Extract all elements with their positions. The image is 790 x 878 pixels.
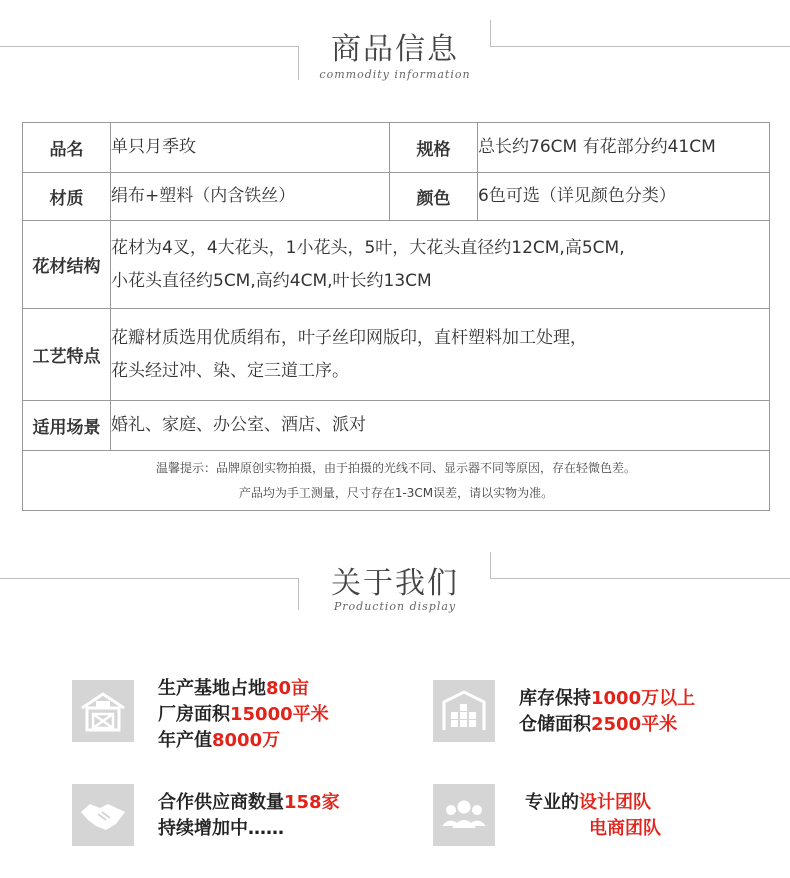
table-row (23, 451, 770, 511)
label-craft: 工艺特点 (23, 309, 111, 401)
team-text (525, 790, 661, 842)
value-material: 绢布+塑料（内含铁丝） (111, 173, 390, 221)
factory-value-1: 80亩 (266, 678, 310, 699)
tip-note (23, 451, 770, 511)
label-material: 材质 (23, 173, 111, 221)
section-title: 关于我们 (331, 566, 459, 601)
factory-line-1 (158, 676, 329, 702)
header-line-right (490, 578, 790, 579)
header-line-left-drop (298, 578, 299, 610)
structure-line-2: 小花头直径约5CM,高约4CM,叶长约13CM (111, 270, 432, 291)
warehouse-label-2: 仓储面积 (519, 714, 591, 735)
suppliers-value-1: 158家 (284, 792, 340, 813)
craft-line-2: 花头经过冲、染、定三道工序。 (111, 360, 349, 381)
section-title: 商品信息 (331, 32, 459, 67)
value-name: 单只月季玫 (111, 123, 390, 173)
table-row (23, 173, 770, 221)
factory-value-2: 15000平米 (230, 704, 329, 725)
header-line-right-rise (490, 552, 491, 578)
section-header-about (0, 548, 790, 618)
warehouse-line-2 (519, 712, 695, 738)
header-line-left (0, 46, 298, 47)
factory-text (158, 676, 329, 754)
table-row (23, 309, 770, 401)
factory-value-3: 8000万 (212, 730, 281, 751)
craft-line-1: 花瓣材质选用优质绢布，叶子丝印网版印，直杆塑料加工处理， (111, 327, 587, 348)
table-row (23, 401, 770, 451)
label-structure: 花材结构 (23, 221, 111, 309)
header-line-left (0, 578, 298, 579)
warehouse-label-1: 库存保持 (519, 688, 591, 709)
warehouse-icon (433, 680, 495, 742)
team-line-2 (525, 816, 661, 842)
value-scenes: 婚礼、家庭、办公室、酒店、派对 (111, 401, 770, 451)
label-name: 品名 (23, 123, 111, 173)
warehouse-line-1 (519, 686, 695, 712)
warehouse-text (519, 686, 695, 738)
factory-icon (72, 680, 134, 742)
label-scenes: 适用场景 (23, 401, 111, 451)
handshake-icon (72, 784, 134, 846)
table-row (23, 221, 770, 309)
factory-line-3 (158, 728, 329, 754)
suppliers-text (158, 790, 340, 842)
value-structure (111, 221, 770, 309)
team-icon (433, 784, 495, 846)
value-spec: 总长约76CM 有花部分约41CM (478, 123, 770, 173)
factory-line-2 (158, 702, 329, 728)
product-info-table (22, 122, 770, 511)
suppliers-label-1: 合作供应商数量 (158, 792, 284, 813)
tip-line-2: 产品均为手工测量，尺寸存在1-3CM误差，请以实物为准。 (238, 485, 554, 500)
team-value-1: 设计团队 (579, 792, 651, 813)
tip-line-1: 温馨提示：品牌原创实物拍摄，由于拍摄的光线不同、显示器不同等原因，存在轻微色差。 (155, 460, 636, 475)
warehouse-value-2: 2500平米 (591, 714, 678, 735)
table-row (23, 123, 770, 173)
warehouse-value-1: 1000万以上 (591, 688, 696, 709)
structure-line-1: 花材为4叉，4大花头，1小花头，5叶，大花头直径约12CM,高5CM, (111, 237, 625, 258)
factory-label-1: 生产基地占地 (158, 678, 266, 699)
factory-label-3: 年产值 (158, 730, 212, 751)
section-subtitle: Production display (333, 600, 457, 613)
label-color: 颜色 (390, 173, 478, 221)
team-line-1 (525, 790, 661, 816)
header-line-right (490, 46, 790, 47)
header-line-left-drop (298, 46, 299, 80)
section-header-commodity (0, 18, 790, 88)
header-line-right-rise (490, 20, 491, 46)
team-value-2: 电商团队 (589, 818, 661, 839)
section-subtitle: commodity information (319, 68, 471, 81)
team-label-1: 专业的 (525, 792, 579, 813)
suppliers-line-1 (158, 790, 340, 816)
value-color: 6色可选（详见颜色分类） (478, 173, 770, 221)
value-craft (111, 309, 770, 401)
suppliers-line-2: 持续增加中…… (158, 818, 284, 839)
label-spec: 规格 (390, 123, 478, 173)
factory-label-2: 厂房面积 (158, 704, 230, 725)
